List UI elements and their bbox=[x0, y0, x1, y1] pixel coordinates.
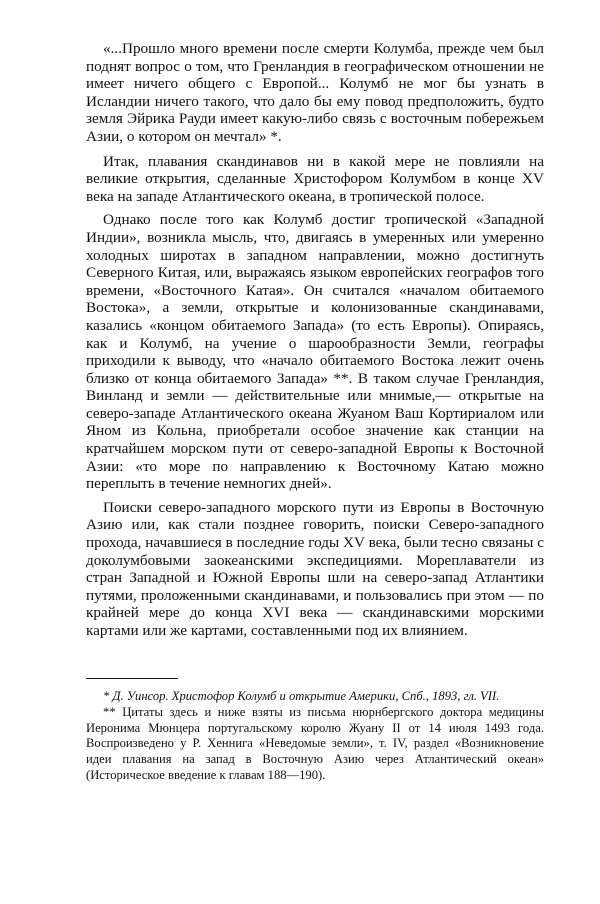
footnote-1 bbox=[86, 689, 544, 705]
paragraph-scandinavian-voyages: Итак, плавания скандинавов ни в какой мере не повлияли на великие открытия, сделанные Христофором Колумбом в конце XV века на западе Атлантического океана, в тропической полосе. bbox=[86, 152, 544, 205]
footnote-divider bbox=[86, 678, 178, 679]
footnote-1-marker: * Д. Уинсор. bbox=[103, 688, 169, 703]
paragraph-eastern-cathay: Однако после того как Колумб достиг тропической «Западной Индии», возникла мысль, что, двигаясь в умеренных или умеренно холодных широтах в западном направлении, можно достигнуть Северного Китая, или, выражаясь языком европейских географов того времени, «Восточного Катая». Он считался «началом обитаемого Востока», а земли, открытые и колонизованные скандинавами, казались «концом обитаемого Запада» (то есть Европы). Опираясь, как и Колумб, на учение о шарообразности Земли, географы приходили к выводу, что «начало обитаемого Востока лежит очень близко от конца обитаемого Запада» **. В таком случае Гренландия, Винланд и земли — действительные или мнимые,— открытые на северо-западе Атлантического океана Жуаном Ваш Кортириалом или Яном из Кольна, приобретали особое значение как станции на кратчайшем морском пути от северо-западной Европы к Восточной Азии: «то море по направлению к Восточному Катаю можно переплыть в течение немногих дней». bbox=[86, 211, 544, 493]
paragraph-northwest-passage: Поиски северо-западного морского пути из Европы в Восточную Азию или, как стали позднее говорить, поиски Северо-западного прохода, начавшиеся в последние годы XV века, были тесно связаны с доколумбовыми заокеанскими экспедициями. Мореплаватели из стран Западной и Южной Европы шли на северо-запад Атлантики путями, проложенными скандинавами, и пользовались при этом — по крайней мере до конца XVI века — скандинавскими морскими картами или же картами, составленными под их влиянием. bbox=[86, 498, 544, 639]
book-page bbox=[86, 40, 544, 784]
footnote-1-text: Христофор Колумб и открытие Америки, Спб., 1893, гл. VII. bbox=[171, 688, 500, 703]
paragraph-winsor-quote: «...Прошло много времени после смерти Колумба, прежде чем был поднят вопрос о том, что Гренландия в географическом отношении не имеет ничего общего с Европой... Колумб не мог бы узнать в Исландии ничего такого, что дало бы ему повод предположить, будто земля Эйрика Рауди имеет какую-либо связь с восточным побережьем Азии, о котором он мечтал» *. bbox=[86, 40, 544, 145]
footnote-2 bbox=[86, 705, 544, 783]
footnote-2-text: Цитаты здесь и ниже взяты из письма нюрнбергского доктора медицины Иеронима Мюнцера португальскому королю Жуану II от 14 июля 1493 года. Воспроизведено у Р. Хеннига «Неведомые земли», т. IV, раздел «Возникновение идеи плавания на запад в Восточную Азию через Атлантический океан» (Историческое введение к главам 188—190). bbox=[86, 705, 544, 782]
footnote-2-marker: ** bbox=[103, 705, 116, 720]
